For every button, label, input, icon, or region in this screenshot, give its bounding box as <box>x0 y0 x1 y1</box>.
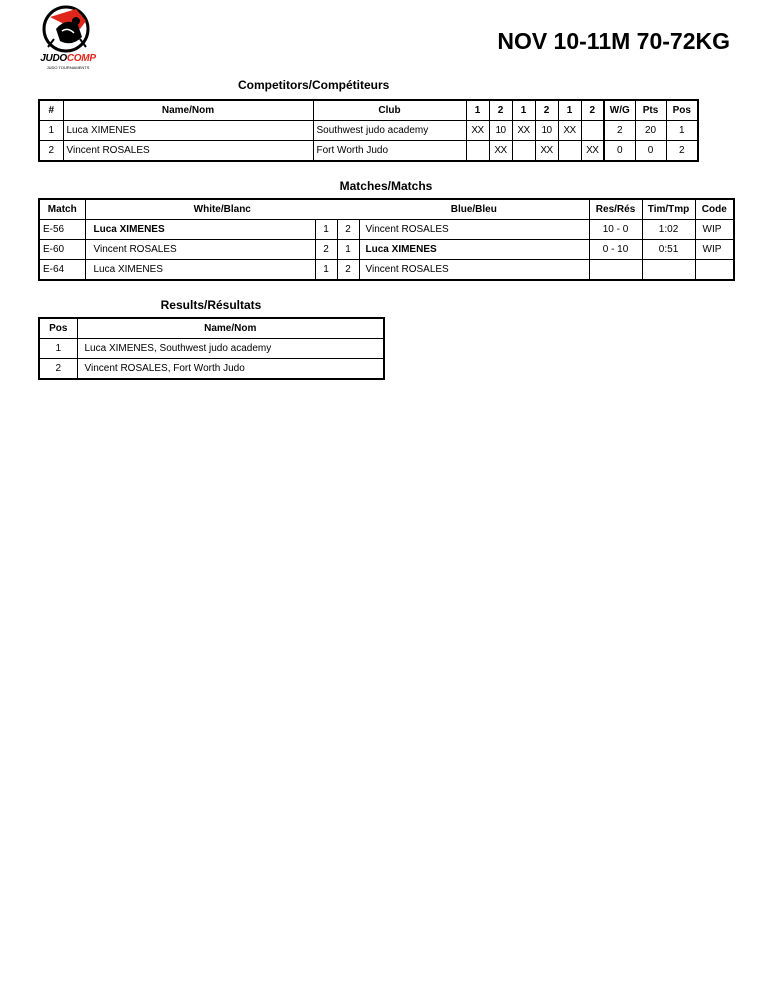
result-name: Luca XIMENES, Southwest judo academy <box>77 339 384 359</box>
judoka-emblem-icon <box>36 3 100 53</box>
competitor-club: Fort Worth Judo <box>313 141 466 162</box>
col-time: Tim/Tmp <box>642 199 695 220</box>
table-row <box>39 240 734 260</box>
col-round: 2 <box>489 100 512 121</box>
matches-title: Matches/Matchs <box>339 179 433 193</box>
logo-tagline: JUDO TOURNAMENTS <box>46 65 90 70</box>
table-row <box>39 339 384 359</box>
match-result <box>589 260 642 281</box>
table-row <box>39 220 734 240</box>
col-round: 1 <box>466 100 489 121</box>
col-round: 2 <box>535 100 558 121</box>
col-round: 1 <box>512 100 535 121</box>
table-row <box>39 260 734 281</box>
round-score: 10 <box>489 121 512 141</box>
col-name: Name/Nom <box>63 100 313 121</box>
match-result: 0 - 10 <box>589 240 642 260</box>
results-table <box>38 317 385 380</box>
competitor-name: Vincent ROSALES <box>63 141 313 162</box>
result-pos: 2 <box>39 359 77 380</box>
competitor-num: 2 <box>39 141 63 162</box>
round-score: XX <box>466 121 489 141</box>
col-name: Name/Nom <box>77 318 384 339</box>
blue-competitor: Luca XIMENES <box>359 240 589 260</box>
competitor-name: Luca XIMENES <box>63 121 313 141</box>
event-title: NOV 10-11M 70-72KG <box>497 28 730 54</box>
col-result: Res/Rés <box>589 199 642 220</box>
round-score <box>512 141 535 162</box>
white-competitor: Vincent ROSALES <box>85 240 315 260</box>
competitors-title: Competitors/Compétiteurs <box>238 78 390 92</box>
result-name: Vincent ROSALES, Fort Worth Judo <box>77 359 384 380</box>
blue-competitor: Vincent ROSALES <box>359 260 589 281</box>
logo-wordmark: JUDOCOMP <box>40 53 96 64</box>
white-number: 1 <box>315 260 337 281</box>
round-score: XX <box>535 141 558 162</box>
competitor-pts: 0 <box>635 141 666 162</box>
col-white: White/Blanc <box>85 199 359 220</box>
round-score: XX <box>558 121 581 141</box>
round-score: XX <box>581 141 604 162</box>
round-score <box>466 141 489 162</box>
col-club: Club <box>313 100 466 121</box>
col-round: 2 <box>581 100 604 121</box>
match-time <box>642 260 695 281</box>
col-pos: Pos <box>39 318 77 339</box>
round-score: XX <box>489 141 512 162</box>
competitors-header-row <box>39 100 698 121</box>
competitor-wg: 0 <box>604 141 635 162</box>
match-id: E-64 <box>39 260 85 281</box>
blue-number: 2 <box>337 260 359 281</box>
col-code: Code <box>695 199 734 220</box>
results-header-row <box>39 318 384 339</box>
match-id: E-60 <box>39 240 85 260</box>
competitor-num: 1 <box>39 121 63 141</box>
results-title: Results/Résultats <box>160 298 262 312</box>
competitor-club: Southwest judo academy <box>313 121 466 141</box>
match-code: WIP <box>695 240 734 260</box>
table-row <box>39 141 698 162</box>
match-result: 10 - 0 <box>589 220 642 240</box>
white-number: 1 <box>315 220 337 240</box>
white-competitor: Luca XIMENES <box>85 260 315 281</box>
competitors-table <box>38 99 699 162</box>
round-score: 10 <box>535 121 558 141</box>
judocomp-logo <box>36 3 100 69</box>
round-score <box>581 121 604 141</box>
col-round: 1 <box>558 100 581 121</box>
competitor-pos: 1 <box>666 121 698 141</box>
blue-number: 1 <box>337 240 359 260</box>
white-number: 2 <box>315 240 337 260</box>
blue-number: 2 <box>337 220 359 240</box>
col-wg: W/G <box>604 100 635 121</box>
match-time: 0:51 <box>642 240 695 260</box>
result-pos: 1 <box>39 339 77 359</box>
table-row <box>39 359 384 380</box>
col-pts: Pts <box>635 100 666 121</box>
match-code: WIP <box>695 220 734 240</box>
col-pos: Pos <box>666 100 698 121</box>
matches-table <box>38 198 735 281</box>
blue-competitor: Vincent ROSALES <box>359 220 589 240</box>
round-score: XX <box>512 121 535 141</box>
col-num: # <box>39 100 63 121</box>
competitor-pos: 2 <box>666 141 698 162</box>
table-row <box>39 121 698 141</box>
match-id: E-56 <box>39 220 85 240</box>
competitor-pts: 20 <box>635 121 666 141</box>
matches-header-row <box>39 199 734 220</box>
col-blue: Blue/Bleu <box>359 199 589 220</box>
round-score <box>558 141 581 162</box>
col-match: Match <box>39 199 85 220</box>
competitor-wg: 2 <box>604 121 635 141</box>
match-code <box>695 260 734 281</box>
white-competitor: Luca XIMENES <box>85 220 315 240</box>
match-time: 1:02 <box>642 220 695 240</box>
